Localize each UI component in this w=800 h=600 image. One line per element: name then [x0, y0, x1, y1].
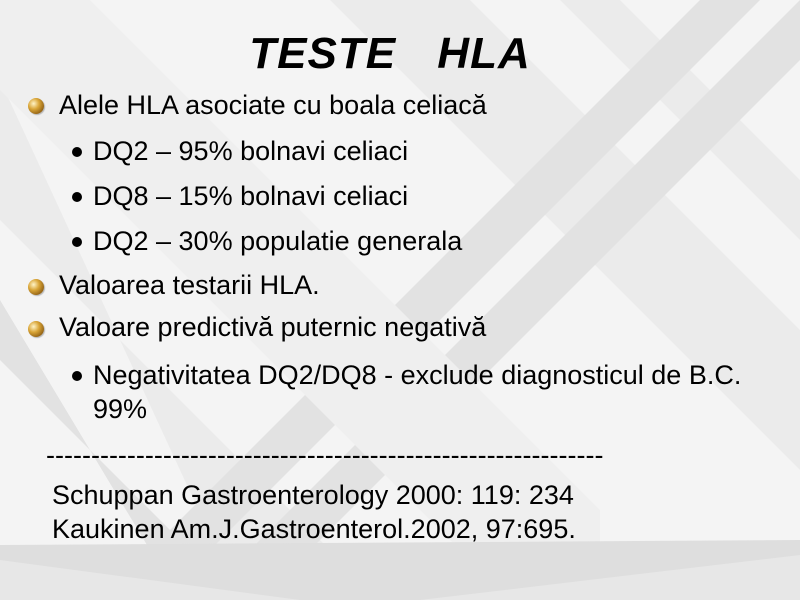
list-item: DQ2 – 95% bolnavi celiaci — [93, 136, 409, 166]
black-dot-bullet-icon — [72, 192, 82, 202]
separator-line: -------------------------------------------------------------- — [46, 440, 604, 470]
slide-title: TESTE HLA — [249, 29, 531, 78]
reference-line: Kaukinen Am.J.Gastroenterol.2002, 97:695. — [52, 514, 576, 544]
gold-sphere-bullet-icon — [28, 279, 44, 295]
list-item: Alele HLA asociate cu boala celiacă — [59, 90, 487, 120]
black-dot-bullet-icon — [72, 371, 82, 381]
list-item: Valoarea testarii HLA. — [59, 270, 320, 300]
list-item: Negativitatea DQ2/DQ8 - exclude diagnosticul de B.C. 99% — [93, 360, 742, 424]
black-dot-bullet-icon — [72, 237, 82, 247]
gold-sphere-bullet-icon — [28, 321, 44, 337]
reference-line: Schuppan Gastroenterology 2000: 119: 234 — [52, 480, 574, 510]
list-item: Valoare predictivă puternic negativă — [59, 312, 487, 342]
black-dot-bullet-icon — [72, 147, 82, 157]
gold-sphere-bullet-icon — [28, 98, 44, 114]
list-item: DQ8 – 15% bolnavi celiaci — [93, 181, 409, 211]
list-item: DQ2 – 30% populatie generala — [93, 226, 463, 256]
